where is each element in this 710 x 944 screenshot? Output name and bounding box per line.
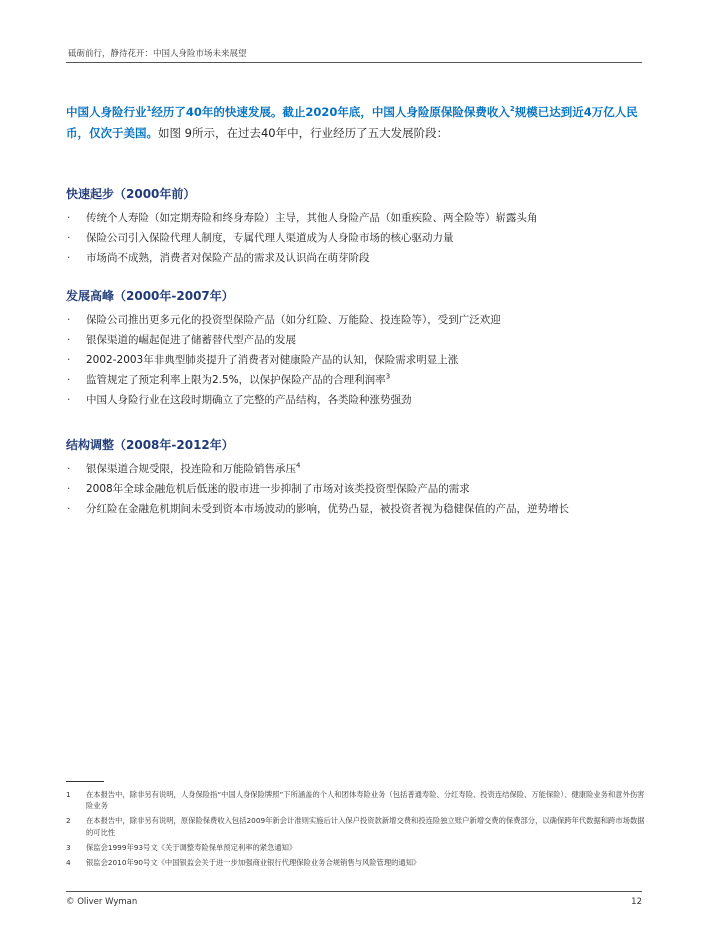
bullet-icon: ·: [67, 212, 71, 224]
list-item: · 保险公司引入保险代理人制度，专属代理人渠道成为人身险市场的核心驱动力量: [66, 228, 646, 248]
footnote: 4 银监会2010年90号文《中国银监会关于进一步加强商业银行代理保险业务合规销售与风险管理的通知》: [66, 858, 421, 868]
bullet-icon: ·: [67, 374, 71, 386]
list-item: · 2002-2003年非典型肺炎提升了消费者对健康险产品的认知，保险需求明显上涨: [66, 350, 646, 370]
intro-highlight-2: 经历了40年的快速发展。截止2020年底，中国人身险原保险保费收入: [151, 105, 510, 119]
section-rapid-start: [66, 186, 646, 268]
list-item: · 分红险在金融危机期间未受到资本市场波动的影响，优势凸显，被投资者视为稳健保值的产品，逆势增长: [66, 499, 646, 519]
footnote: 1 在本报告中，除非另有说明，人身保险指“中国人身保险牌照”下所涵盖的个人和团体寿险业务（包括普通寿险、分红寿险、投资连结保险、万能保险）、健康险业务和意外伤害险业务: [66, 790, 645, 811]
section-title: 快速起步（2000年前）: [66, 187, 196, 201]
footnote-ref-2: 2: [509, 105, 515, 114]
intro-highlight-1: 中国人身险行业: [66, 105, 147, 119]
footnote: 3 保监会1999年93号文《关于调整寿险保单预定利率的紧急通知》: [66, 842, 297, 852]
list-item: · 市场尚不成熟，消费者对保险产品的需求及认识尚在萌芽阶段: [66, 248, 646, 268]
footnote-divider: [66, 781, 104, 782]
page-number: 12: [631, 897, 642, 907]
section-title: 发展高峰（2000年-2007年）: [66, 289, 234, 303]
list-item: · 保险公司推出更多元化的投资型保险产品（如分红险、万能险、投连险等），受到广泛欢迎: [66, 310, 646, 330]
intro-highlight-3: 规模已达到近4万亿人民币，仅次于美国。: [66, 105, 638, 140]
bullet-icon: ·: [67, 394, 71, 406]
section-development-peak: [66, 288, 646, 410]
footnote-ref-3: 3: [385, 372, 391, 381]
bullet-icon: ·: [67, 354, 71, 366]
bullet-icon: ·: [67, 252, 71, 264]
intro-paragraph: [66, 102, 646, 144]
bullet-icon: ·: [67, 463, 71, 475]
footnote-ref-4: 4: [296, 461, 301, 470]
bullet-icon: ·: [67, 232, 71, 244]
list-item: · 监管规定了预定利率上限为2.5%，以保护保险产品的合理利润率$^3$: [66, 370, 646, 390]
footer-divider: [66, 891, 642, 892]
list-item: · 传统个人寿险（如定期寿险和终身寿险）主导，其他人身险产品（如重疾险、两全险等）崭露头角: [66, 208, 646, 228]
bullet-list: [66, 459, 646, 519]
bullet-icon: ·: [67, 334, 71, 346]
bullet-list: [66, 208, 646, 268]
footnotes: [66, 789, 646, 872]
list-item: · 银保渠道的崛起促进了储蓄替代型产品的发展: [66, 330, 646, 350]
intro-normal-text: 如图 9所示，在过去40年中，行业经历了五大发展阶段：: [158, 126, 449, 140]
bullet-icon: ·: [67, 503, 71, 515]
section-title: 结构调整（2008年-2012年）: [66, 438, 234, 452]
footnote-ref-1: 1: [146, 105, 152, 114]
bullet-icon: ·: [67, 314, 71, 326]
list-item: · 银保渠道合规受限，投连险和万能险销售承压$^4$: [66, 459, 646, 479]
footnote: 2 在本报告中，除非另有说明，原保险保费收入包括2009年新会计准则实施后计入保户投资款新增交费和投连险独立账户新增交费的保费部分，以确保跨年代数据和跨市场数据的可比性: [66, 816, 645, 837]
footer-copyright: © Oliver Wyman: [66, 897, 138, 907]
header-divider: [66, 62, 642, 63]
bullet-list: [66, 310, 646, 410]
section-structural-adjustment: [66, 437, 646, 519]
running-header: 砥砺前行，静待花开：中国人身险市场未来展望: [68, 49, 247, 59]
list-item: · 中国人身险行业在这段时期确立了完整的产品结构，各类险种涨势强劲: [66, 390, 646, 410]
bullet-icon: ·: [67, 483, 71, 495]
list-item: · 2008年全球金融危机后低迷的股市进一步抑制了市场对该类投资型保险产品的需求: [66, 479, 646, 499]
